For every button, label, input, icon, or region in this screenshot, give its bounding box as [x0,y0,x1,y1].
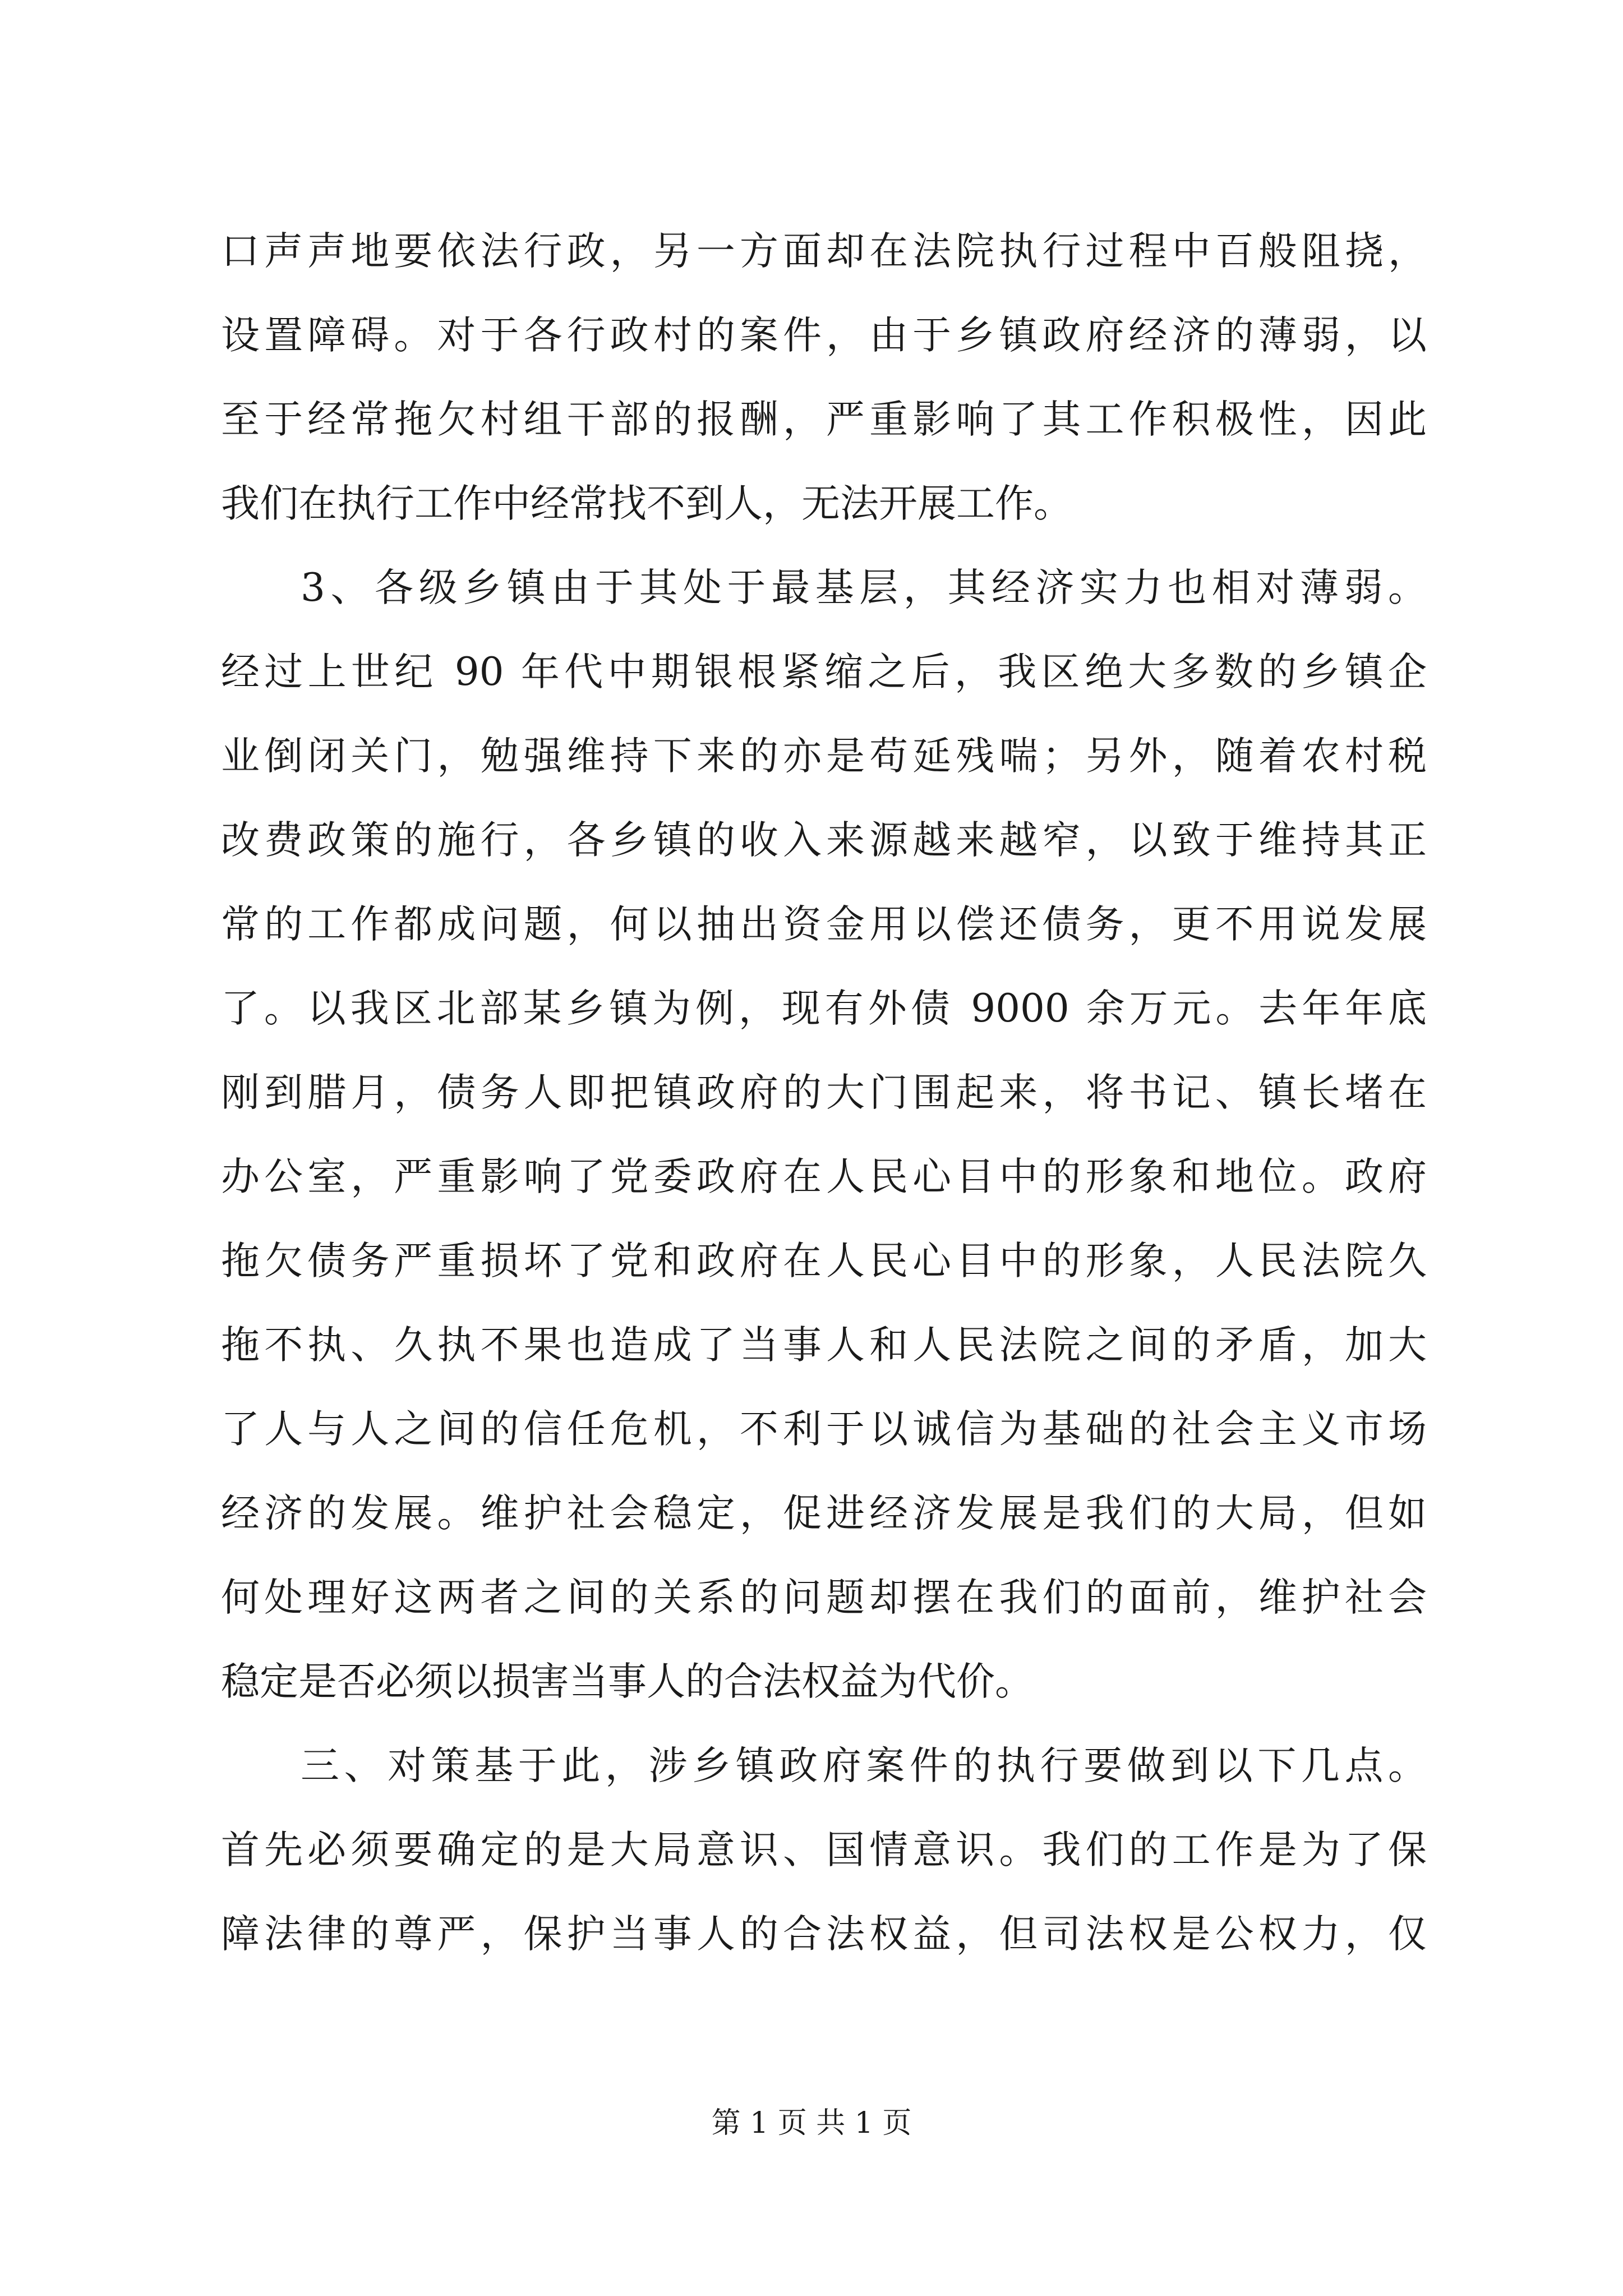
paragraph-start-line: 3、各级乡镇由于其处于最基层，其经济实力也相对薄弱。 [301,565,1427,610]
text-line: 经过上世纪 90 年代中期银根紧缩之后，我区绝大多数的乡镇企 [221,650,1427,694]
text-line: 经济的发展。维护社会稳定，促进经济发展是我们的大局，但如 [221,1491,1427,1536]
section-heading-line: 三、对策基于此，涉乡镇政府案件的执行要做到以下几点。 [301,1743,1427,1788]
text-line: 口声声地要依法行政，另一方面却在法院执行过程中百般阻挠， [221,229,1427,274]
text-line: 办公室，严重影响了党委政府在人民心目中的形象和地位。政府 [221,1154,1427,1199]
text-line: 改费政策的施行，各乡镇的收入来源越来越窄，以致于维持其正 [221,818,1427,863]
text-line: 刚到腊月，债务人即把镇政府的大门围起来，将书记、镇长堵在 [221,1070,1427,1115]
text-line: 我们在执行工作中经常找不到人，无法开展工作。 [221,481,1072,526]
text-line: 拖欠债务严重损坏了党和政府在人民心目中的形象，人民法院久 [221,1239,1427,1283]
text-line: 设置障碍。对于各行政村的案件，由于乡镇政府经济的薄弱，以 [221,313,1427,358]
text-line: 了。以我区北部某乡镇为例，现有外债 9000 余万元。去年年底 [221,986,1427,1031]
page-footer: 第 1 页 共 1 页 [711,2106,912,2140]
text-line: 首先必须要确定的是大局意识、国情意识。我们的工作是为了保 [221,1828,1427,1872]
text-line: 至于经常拖欠村组干部的报酬，严重影响了其工作积极性，因此 [221,397,1427,442]
text-line: 稳定是否必须以损害当事人的合法权益为代价。 [221,1659,1034,1704]
text-line: 障法律的尊严，保护当事人的合法权益，但司法权是公权力，仅 [221,1912,1427,1957]
text-line: 拖不执、久执不果也造成了当事人和人民法院之间的矛盾，加大 [221,1323,1427,1368]
text-line: 常的工作都成问题，何以抽出资金用以偿还债务，更不用说发展 [221,902,1427,947]
text-line: 了人与人之间的信任危机，不利于以诚信为基础的社会主义市场 [221,1407,1427,1452]
text-line: 何处理好这两者之间的关系的问题却摆在我们的面前，维护社会 [221,1575,1427,1620]
text-line: 业倒闭关门，勉强维持下来的亦是苟延残喘；另外，随着农村税 [221,734,1427,779]
